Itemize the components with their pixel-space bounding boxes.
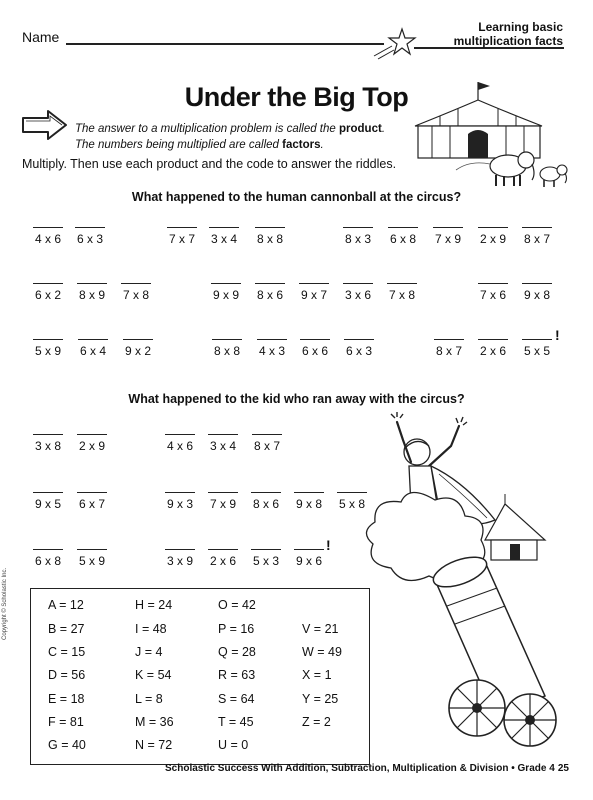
- answer-blank[interactable]: [522, 339, 552, 340]
- problem-text: 2 x 9: [479, 232, 506, 246]
- answer-blank[interactable]: [300, 339, 330, 340]
- problem: [207, 227, 241, 246]
- problem-text: 3 x 6: [344, 288, 371, 302]
- answer-blank[interactable]: [255, 283, 285, 284]
- answer-blank[interactable]: [208, 492, 238, 493]
- problem: [253, 227, 287, 246]
- answer-blank[interactable]: [212, 339, 242, 340]
- problem: [73, 227, 107, 246]
- intro-line-2-end: .: [320, 139, 324, 151]
- problem: [75, 492, 109, 511]
- code-entry: Q = 28: [218, 645, 256, 659]
- problem-text: 5 x 3: [252, 554, 279, 568]
- problem-text: 7 x 6: [479, 288, 506, 302]
- answer-blank[interactable]: [33, 434, 63, 435]
- problem-text: 9 x 6: [295, 554, 322, 568]
- riddle-1-question: What happened to the human cannonball at the circus?: [131, 190, 462, 204]
- problem-text: 6 x 8: [389, 232, 416, 246]
- problem: [386, 227, 420, 246]
- problem: [298, 339, 332, 358]
- answer-blank[interactable]: [478, 339, 508, 340]
- problem: [163, 492, 197, 511]
- problem: [31, 549, 65, 568]
- problem-text: 5 x 9: [34, 344, 61, 358]
- answer-blank[interactable]: [165, 492, 195, 493]
- answer-blank[interactable]: [77, 283, 107, 284]
- code-entry: C = 15: [48, 645, 86, 659]
- problem-text: 4 x 6: [166, 439, 193, 453]
- riddle-1-exclamation: !: [555, 327, 560, 343]
- problem: [342, 339, 376, 358]
- problem-text: 2 x 9: [78, 439, 105, 453]
- answer-blank[interactable]: [167, 227, 197, 228]
- code-entry: D = 56: [48, 668, 86, 682]
- answer-blank[interactable]: [33, 227, 63, 228]
- problem: [31, 339, 65, 358]
- answer-blank[interactable]: [77, 434, 107, 435]
- problem: [165, 227, 199, 246]
- problem: [206, 434, 240, 453]
- page-number: 25: [557, 763, 569, 774]
- problem-text: 8 x 7: [435, 344, 462, 358]
- problem: [209, 283, 243, 302]
- problem-text: 9 x 2: [124, 344, 151, 358]
- answer-blank[interactable]: [211, 283, 241, 284]
- problem-text: 6 x 2: [34, 288, 61, 302]
- code-entry: Y = 25: [302, 692, 339, 706]
- problem: [520, 227, 554, 246]
- problem: [31, 434, 65, 453]
- problem-text: 8 x 7: [253, 439, 280, 453]
- answer-blank[interactable]: [299, 283, 329, 284]
- code-entry: E = 18: [48, 692, 85, 706]
- intro-line-1-text: The answer to a multiplication problem is called the: [75, 123, 339, 135]
- problem: [297, 283, 331, 302]
- problem-text: 8 x 7: [523, 232, 550, 246]
- problem: [31, 283, 65, 302]
- shooting-star-icon: [372, 26, 420, 60]
- problem-text: 9 x 9: [212, 288, 239, 302]
- answer-blank[interactable]: [433, 227, 463, 228]
- code-entry: Z = 2: [302, 715, 331, 729]
- problem: [250, 434, 284, 453]
- copyright-notice: Copyright © Scholastic Inc.: [2, 567, 8, 640]
- answer-blank[interactable]: [522, 227, 552, 228]
- answer-blank[interactable]: [344, 339, 374, 340]
- answer-blank[interactable]: [75, 227, 105, 228]
- skill-label: [454, 20, 563, 48]
- skill-label-line1: Learning basic: [478, 20, 563, 34]
- problem: [341, 283, 375, 302]
- answer-blank[interactable]: [343, 227, 373, 228]
- problem: [476, 339, 510, 358]
- answer-blank[interactable]: [388, 227, 418, 228]
- problem-text: 5 x 5: [523, 344, 550, 358]
- code-entry: N = 72: [135, 738, 173, 752]
- problem: [206, 549, 240, 568]
- problem-text: 6 x 3: [76, 232, 103, 246]
- problem: [119, 283, 153, 302]
- problem-text: 8 x 3: [344, 232, 371, 246]
- answer-blank[interactable]: [123, 339, 153, 340]
- problem: [341, 227, 375, 246]
- code-entry: S = 64: [218, 692, 255, 706]
- intro-line-1: [75, 121, 385, 137]
- problem-text: 9 x 7: [300, 288, 327, 302]
- code-entry: O = 42: [218, 598, 256, 612]
- answer-blank[interactable]: [294, 549, 324, 550]
- problem-text: 7 x 8: [122, 288, 149, 302]
- answer-blank[interactable]: [478, 227, 508, 228]
- problem: [432, 339, 466, 358]
- problem-text: 2 x 6: [209, 554, 236, 568]
- problem-text: 8 x 6: [252, 497, 279, 511]
- problem-text: 9 x 3: [166, 497, 193, 511]
- code-entry: F = 81: [48, 715, 84, 729]
- answer-blank[interactable]: [522, 283, 552, 284]
- name-line: [66, 43, 384, 45]
- answer-blank[interactable]: [33, 339, 63, 340]
- answer-blank[interactable]: [165, 549, 195, 550]
- code-entry: M = 36: [135, 715, 174, 729]
- answer-blank[interactable]: [255, 227, 285, 228]
- problem: [520, 339, 554, 358]
- code-entry: V = 21: [302, 622, 339, 636]
- problem: [476, 227, 510, 246]
- answer-blank[interactable]: [33, 283, 63, 284]
- problem-text: 3 x 8: [34, 439, 61, 453]
- intro-line-1-end: .: [381, 123, 386, 135]
- code-entry: A = 12: [48, 598, 84, 612]
- instructions: Multiply. Then use each product and the code to answer the riddles.: [22, 157, 397, 171]
- problem-text: 7 x 7: [168, 232, 195, 246]
- answer-blank[interactable]: [257, 339, 287, 340]
- problem: [249, 492, 283, 511]
- answer-blank[interactable]: [33, 549, 63, 550]
- human-cannonball-illustration: [355, 412, 585, 757]
- answer-blank[interactable]: [251, 549, 281, 550]
- problem-text: 7 x 8: [388, 288, 415, 302]
- problem: [385, 283, 419, 302]
- problem-text: 9 x 8: [295, 497, 322, 511]
- problem-text: 8 x 8: [256, 232, 283, 246]
- problem-text: 7 x 9: [434, 232, 461, 246]
- arrow-right-icon: [20, 108, 70, 142]
- problem-text: 4 x 6: [34, 232, 61, 246]
- problem-text: 5 x 8: [338, 497, 365, 511]
- page-title: Under the Big Top: [184, 82, 409, 112]
- code-entry: P = 16: [218, 622, 255, 636]
- circus-tent-elephants-illustration: [410, 80, 575, 192]
- name-label: Name: [22, 29, 60, 45]
- code-entry: R = 63: [218, 668, 256, 682]
- problem: [121, 339, 155, 358]
- problem-text: 6 x 3: [345, 344, 372, 358]
- answer-blank[interactable]: [294, 492, 324, 493]
- problem-text: 9 x 5: [34, 497, 61, 511]
- code-entry: W = 49: [302, 645, 342, 659]
- problem: [31, 227, 65, 246]
- answer-blank[interactable]: [208, 434, 238, 435]
- problem: [206, 492, 240, 511]
- problem-text: 6 x 4: [79, 344, 106, 358]
- code-entry: B = 27: [48, 622, 85, 636]
- problem-text: 4 x 3: [258, 344, 285, 358]
- problem-text: 3 x 4: [210, 232, 237, 246]
- problem-text: 6 x 6: [301, 344, 328, 358]
- problem: [255, 339, 289, 358]
- problem-text: 8 x 9: [78, 288, 105, 302]
- answer-blank[interactable]: [251, 492, 281, 493]
- riddle-2-question: What happened to the kid who ran away with the circus?: [128, 392, 465, 406]
- intro-line-2-text: The numbers being multiplied are called: [75, 139, 283, 151]
- problem-text: 5 x 9: [78, 554, 105, 568]
- problem: [210, 339, 244, 358]
- problem: [163, 434, 197, 453]
- problem-text: 3 x 9: [166, 554, 193, 568]
- code-entry: T = 45: [218, 715, 254, 729]
- problem: [31, 492, 65, 511]
- code-entry: L = 8: [135, 692, 163, 706]
- problem: [249, 549, 283, 568]
- problem: [75, 434, 109, 453]
- footer-book-title: Scholastic Success With Addition, Subtraction, Multiplication & Division • Grade 4: [165, 763, 555, 774]
- answer-blank[interactable]: [78, 339, 108, 340]
- code-entry: X = 1: [302, 668, 332, 682]
- riddle-2-exclamation: !: [326, 537, 331, 553]
- answer-blank[interactable]: [165, 434, 195, 435]
- problem-text: 9 x 8: [523, 288, 550, 302]
- problem: [75, 283, 109, 302]
- skill-label-line2: multiplication facts: [453, 34, 563, 48]
- problem: [292, 492, 326, 511]
- answer-blank[interactable]: [121, 283, 151, 284]
- code-entry: U = 0: [218, 738, 249, 752]
- problem: [520, 283, 554, 302]
- problem: [476, 283, 510, 302]
- problem-text: 8 x 8: [213, 344, 240, 358]
- answer-blank[interactable]: [208, 549, 238, 550]
- problem-text: 8 x 6: [256, 288, 283, 302]
- answer-blank[interactable]: [252, 434, 282, 435]
- problem: [163, 549, 197, 568]
- code-entry: I = 48: [135, 622, 167, 636]
- code-entry: K = 54: [135, 668, 172, 682]
- answer-blank[interactable]: [387, 283, 417, 284]
- answer-blank[interactable]: [478, 283, 508, 284]
- intro-line-2: [75, 137, 385, 153]
- problem: [75, 549, 109, 568]
- problem-text: 6 x 8: [34, 554, 61, 568]
- problem-text: 7 x 9: [209, 497, 236, 511]
- term-factors: factors: [282, 139, 321, 151]
- problem-text: 3 x 4: [209, 439, 236, 453]
- term-product: product: [339, 123, 382, 135]
- answer-blank[interactable]: [77, 492, 107, 493]
- code-entry: J = 4: [135, 645, 163, 659]
- problem-text: 2 x 6: [479, 344, 506, 358]
- answer-blank[interactable]: [33, 492, 63, 493]
- problem: [76, 339, 110, 358]
- answer-blank[interactable]: [343, 283, 373, 284]
- intro-text: [75, 121, 385, 153]
- problem: [292, 549, 326, 568]
- answer-blank[interactable]: [77, 549, 107, 550]
- problem: [253, 283, 287, 302]
- answer-blank[interactable]: [434, 339, 464, 340]
- code-entry: G = 40: [48, 738, 86, 752]
- problem: [431, 227, 465, 246]
- problem-text: 6 x 7: [78, 497, 105, 511]
- answer-blank[interactable]: [209, 227, 239, 228]
- code-entry: H = 24: [135, 598, 173, 612]
